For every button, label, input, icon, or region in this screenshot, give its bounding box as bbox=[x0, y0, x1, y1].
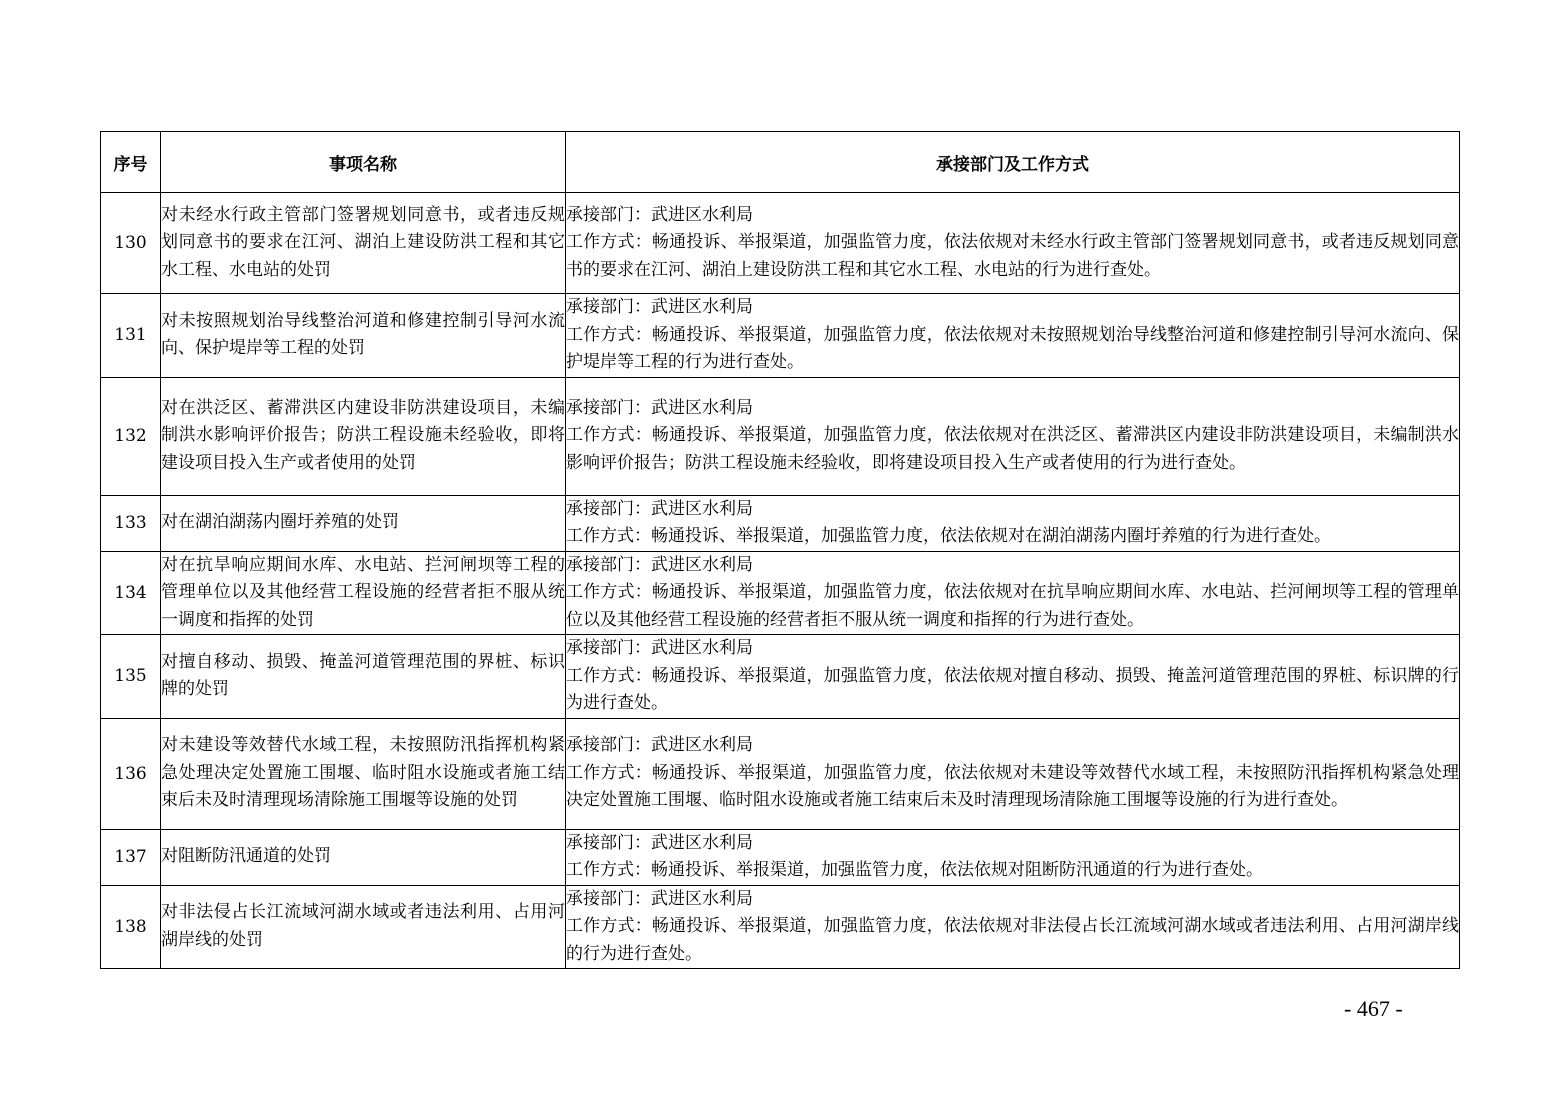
method-text: 工作方式：畅通投诉、举报渠道，加强监管力度，依法依规对阻断防汛通道的行为进行查处。 bbox=[566, 860, 1263, 880]
matters-table bbox=[100, 131, 1460, 969]
row-number: 130 bbox=[101, 193, 161, 294]
dept-text: 承接部门：武进区水利局 bbox=[566, 638, 753, 658]
item-name: 对未建设等效替代水域工程，未按照防汛指挥机构紧急处理决定处置施工围堰、临时阻水设施或者施工结束后未及时清理现场清除施工围堰等设施的处罚 bbox=[161, 718, 566, 829]
table-row bbox=[101, 718, 1460, 829]
item-name: 对未经水行政主管部门签署规划同意书，或者违反规划同意书的要求在江河、湖泊上建设防洪工程和其它水工程、水电站的处罚 bbox=[161, 193, 566, 294]
page-number: - 467 - bbox=[1344, 996, 1403, 1021]
table-row bbox=[101, 885, 1460, 969]
dept-method-cell bbox=[566, 829, 1460, 885]
table-row bbox=[101, 829, 1460, 885]
dept-method-cell bbox=[566, 495, 1460, 551]
row-number: 133 bbox=[101, 495, 161, 551]
method-text: 工作方式：畅通投诉、举报渠道，加强监管力度，依法依规对擅自移动、损毁、掩盖河道管理范围的界桩、标识牌的行为进行查处。 bbox=[566, 665, 1459, 713]
method-text: 工作方式：畅通投诉、举报渠道，加强监管力度，依法依规对未按照规划治导线整治河道和修建控制引导河水流向、保护堤岸等工程的行为进行查处。 bbox=[566, 324, 1459, 372]
row-number: 134 bbox=[101, 551, 161, 635]
dept-text: 承接部门：武进区水利局 bbox=[566, 297, 753, 317]
dept-method-cell bbox=[566, 635, 1460, 719]
dept-method-cell bbox=[566, 718, 1460, 829]
method-text: 工作方式：畅通投诉、举报渠道，加强监管力度，依法依规对非法侵占长江流域河湖水域或者违法利用、占用河湖岸线的行为进行查处。 bbox=[566, 916, 1459, 964]
method-text: 工作方式：畅通投诉、举报渠道，加强监管力度，依法依规对未经水行政主管部门签署规划同意书，或者违反规划同意书的要求在江河、湖泊上建设防洪工程和其它水工程、水电站的行为进行查处。 bbox=[566, 232, 1459, 280]
item-name: 对在抗旱响应期间水库、水电站、拦河闸坝等工程的管理单位以及其他经营工程设施的经营者拒不服从统一调度和指挥的处罚 bbox=[161, 551, 566, 635]
method-text: 工作方式：畅通投诉、举报渠道，加强监管力度，依法依规对在抗旱响应期间水库、水电站、拦河闸坝等工程的管理单位以及其他经营工程设施的经营者拒不服从统一调度和指挥的行为进行查处。 bbox=[566, 582, 1459, 630]
item-name: 对在湖泊湖荡内圈圩养殖的处罚 bbox=[161, 495, 566, 551]
row-number: 135 bbox=[101, 635, 161, 719]
header-dept-method: 承接部门及工作方式 bbox=[566, 132, 1460, 193]
method-text: 工作方式：畅通投诉、举报渠道，加强监管力度，依法依规对未建设等效替代水域工程，未按照防汛指挥机构紧急处理决定处置施工围堰、临时阻水设施或者施工结束后未及时清理现场清除施工围堰等设施的行为进行查处。 bbox=[566, 762, 1459, 811]
dept-method-cell bbox=[566, 551, 1460, 635]
table-row bbox=[101, 635, 1460, 719]
row-number: 136 bbox=[101, 718, 161, 829]
dept-method-cell bbox=[566, 885, 1460, 969]
row-number: 137 bbox=[101, 829, 161, 885]
table-row bbox=[101, 294, 1460, 378]
dept-method-cell bbox=[566, 294, 1460, 378]
dept-text: 承接部门：武进区水利局 bbox=[566, 554, 753, 575]
dept-text: 承接部门：武进区水利局 bbox=[566, 204, 753, 225]
dept-text: 承接部门：武进区水利局 bbox=[566, 888, 753, 909]
dept-text: 承接部门：武进区水利局 bbox=[566, 498, 753, 519]
method-text: 工作方式：畅通投诉、举报渠道，加强监管力度，依法依规对在洪泛区、蓄滞洪区内建设非防洪建设项目，未编制洪水影响评价报告；防洪工程设施未经验收，即将建设项目投入生产或者使用的行为进行查处。 bbox=[566, 425, 1459, 473]
item-name: 对在洪泛区、蓄滞洪区内建设非防洪建设项目，未编制洪水影响评价报告；防洪工程设施未经验收，即将建设项目投入生产或者使用的处罚 bbox=[161, 377, 566, 495]
row-number: 131 bbox=[101, 294, 161, 378]
method-text: 工作方式：畅通投诉、举报渠道，加强监管力度，依法依规对在湖泊湖荡内圈圩养殖的行为进行查处。 bbox=[566, 526, 1331, 546]
item-name: 对非法侵占长江流域河湖水域或者违法利用、占用河湖岸线的处罚 bbox=[161, 885, 566, 969]
dept-method-cell bbox=[566, 193, 1460, 294]
item-name: 对未按照规划治导线整治河道和修建控制引导河水流向、保护堤岸等工程的处罚 bbox=[161, 294, 566, 378]
header-item-name: 事项名称 bbox=[161, 132, 566, 193]
dept-text: 承接部门：武进区水利局 bbox=[566, 397, 753, 418]
row-number: 132 bbox=[101, 377, 161, 495]
table-row bbox=[101, 193, 1460, 294]
row-number: 138 bbox=[101, 885, 161, 969]
dept-text: 承接部门：武进区水利局 bbox=[566, 735, 753, 756]
table-row bbox=[101, 377, 1460, 495]
table-row bbox=[101, 551, 1460, 635]
dept-text: 承接部门：武进区水利局 bbox=[566, 832, 753, 853]
header-serial: 序号 bbox=[101, 132, 161, 193]
dept-method-cell bbox=[566, 377, 1460, 495]
item-name: 对阻断防汛通道的处罚 bbox=[161, 829, 566, 885]
table-header-row bbox=[101, 132, 1460, 193]
item-name: 对擅自移动、损毁、掩盖河道管理范围的界桩、标识牌的处罚 bbox=[161, 635, 566, 719]
table-row bbox=[101, 495, 1460, 551]
